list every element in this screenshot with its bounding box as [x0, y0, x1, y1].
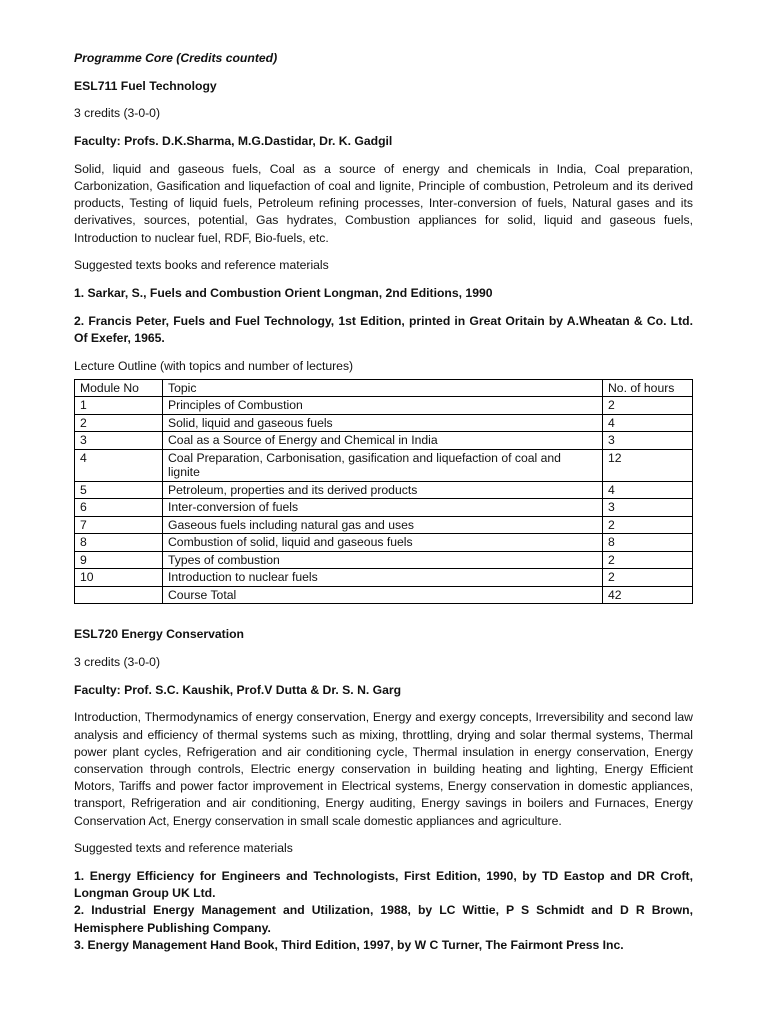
- header-no-of-hours: No. of hours: [603, 379, 693, 397]
- hours: 8: [603, 534, 693, 552]
- course2-description: Introduction, Thermodynamics of energy conservation, Energy and exergy concepts, Irreversibility and second law analysis and efficiency of thermal systems such as mixing, throttling, drying and solar thermal systems, Thermal power plant cycles, Refrigeration and air conditioning cycle, Thermal insulation in energy conservation, Energy conservation through controls, Electric energy conservation in building heating and lighting, Energy Efficient Motors, Tariffs and power factor improvement in Electrical systems, Energy conservation in domestic appliances, transport, Refrigeration and air conditioning, Energy auditing, Energy savings in boilers and Furnaces, Energy Conservation Act, Energy conservation in small scale domestic appliances and agriculture.: [74, 710, 693, 828]
- topic: Introduction to nuclear fuels: [163, 569, 603, 587]
- table-row: [75, 432, 693, 450]
- section-divider: [74, 614, 693, 626]
- hours: 42: [603, 586, 693, 604]
- module-no: 8: [75, 534, 163, 552]
- hours: 12: [603, 449, 693, 481]
- topic: Types of combustion: [163, 551, 603, 569]
- topic: Course Total: [163, 586, 603, 604]
- course2-reference-2: 2. Industrial Energy Management and Utilization, 1988, by LC Wittie, P S Schmidt and D R Brown, Hemisphere Publishing Company.: [74, 903, 693, 935]
- hours: 3: [603, 499, 693, 517]
- course1-reference-1: 1. Sarkar, S., Fuels and Combustion Orient Longman, 2nd Editions, 1990: [74, 286, 493, 301]
- table-row: [75, 449, 693, 481]
- module-no: 6: [75, 499, 163, 517]
- module-no: 10: [75, 569, 163, 587]
- programme-heading: Programme Core (Credits counted): [74, 51, 278, 65]
- module-no: 2: [75, 414, 163, 432]
- topic: Combustion of solid, liquid and gaseous fuels: [163, 534, 603, 552]
- course1-description: Solid, liquid and gaseous fuels, Coal as a source of energy and chemicals in India, Coal preparation, Carbonization, Gasification and liquefaction of coal and lignite, Principle of combustion, Petroleum and its derived products, Testing of liquid fuels, Petroleum refining processes, Inter-conversion of fuels, Natural gases and its derivatives, sources, potential, Gas hydrates, Combustion appliances for solid, liquid and gaseous fuels, Introduction to nuclear fuel, RDF, Bio-fuels, etc.: [74, 161, 693, 245]
- topic: Solid, liquid and gaseous fuels: [163, 414, 603, 432]
- course2-reference-3: 3. Energy Management Hand Book, Third Edition, 1997, by W C Turner, The Fairmont Press Inc.: [74, 937, 624, 952]
- table-row: [75, 551, 693, 569]
- table-row: [75, 569, 693, 587]
- course1-faculty: Faculty: Profs. D.K.Sharma, M.G.Dastidar, Dr. K. Gadgil: [74, 134, 393, 149]
- module-no: 7: [75, 516, 163, 534]
- course1-reference-2: 2. Francis Peter, Fuels and Fuel Technology, 1st Edition, printed in Great Oritain by A.Wheatan & Co. Ltd. Of Exefer, 1965.: [74, 313, 693, 345]
- course2-texts-heading: Suggested texts and reference materials: [74, 841, 293, 856]
- table-row: [75, 534, 693, 552]
- topic: Coal Preparation, Carbonisation, gasification and liquefaction of coal and lignite: [163, 449, 603, 481]
- topic: Coal as a Source of Energy and Chemical in India: [163, 432, 603, 450]
- course2-credits: 3 credits (3-0-0): [74, 655, 161, 670]
- module-no: 9: [75, 551, 163, 569]
- course1-credits: 3 credits (3-0-0): [74, 106, 161, 121]
- topic: Principles of Combustion: [163, 397, 603, 415]
- topic: Petroleum, properties and its derived products: [163, 481, 603, 499]
- table-row: [75, 499, 693, 517]
- hours: 2: [603, 516, 693, 534]
- module-no: 3: [75, 432, 163, 450]
- module-no: 1: [75, 397, 163, 415]
- hours: 2: [603, 569, 693, 587]
- header-module-no: Module No: [75, 379, 163, 397]
- course2-title: ESL720 Energy Conservation: [74, 627, 245, 642]
- hours: 2: [603, 551, 693, 569]
- table-row: [75, 516, 693, 534]
- module-no: 5: [75, 481, 163, 499]
- course2-reference-1: 1. Energy Efficiency for Engineers and Technologists, First Edition, 1990, by TD Eastop and DR Croft, Longman Group UK Ltd.: [74, 869, 693, 901]
- lecture-outline-table: [74, 379, 693, 605]
- table-header-row: [75, 379, 693, 397]
- module-no: 4: [75, 449, 163, 481]
- table-row: [75, 481, 693, 499]
- header-topic: Topic: [163, 379, 603, 397]
- hours: 2: [603, 397, 693, 415]
- course1-texts-heading: Suggested texts books and reference materials: [74, 258, 329, 273]
- course2-faculty: Faculty: Prof. S.C. Kaushik, Prof.V Dutta & Dr. S. N. Garg: [74, 682, 402, 697]
- course1-title: ESL711 Fuel Technology: [74, 78, 217, 93]
- hours: 3: [603, 432, 693, 450]
- document-page: [74, 50, 693, 954]
- course1-outline-heading: Lecture Outline (with topics and number of lectures): [74, 358, 354, 373]
- hours: 4: [603, 481, 693, 499]
- hours: 4: [603, 414, 693, 432]
- topic: Gaseous fuels including natural gas and uses: [163, 516, 603, 534]
- table-row: [75, 414, 693, 432]
- table-total-row: [75, 586, 693, 604]
- table-row: [75, 397, 693, 415]
- topic: Inter-conversion of fuels: [163, 499, 603, 517]
- module-no: [75, 586, 163, 604]
